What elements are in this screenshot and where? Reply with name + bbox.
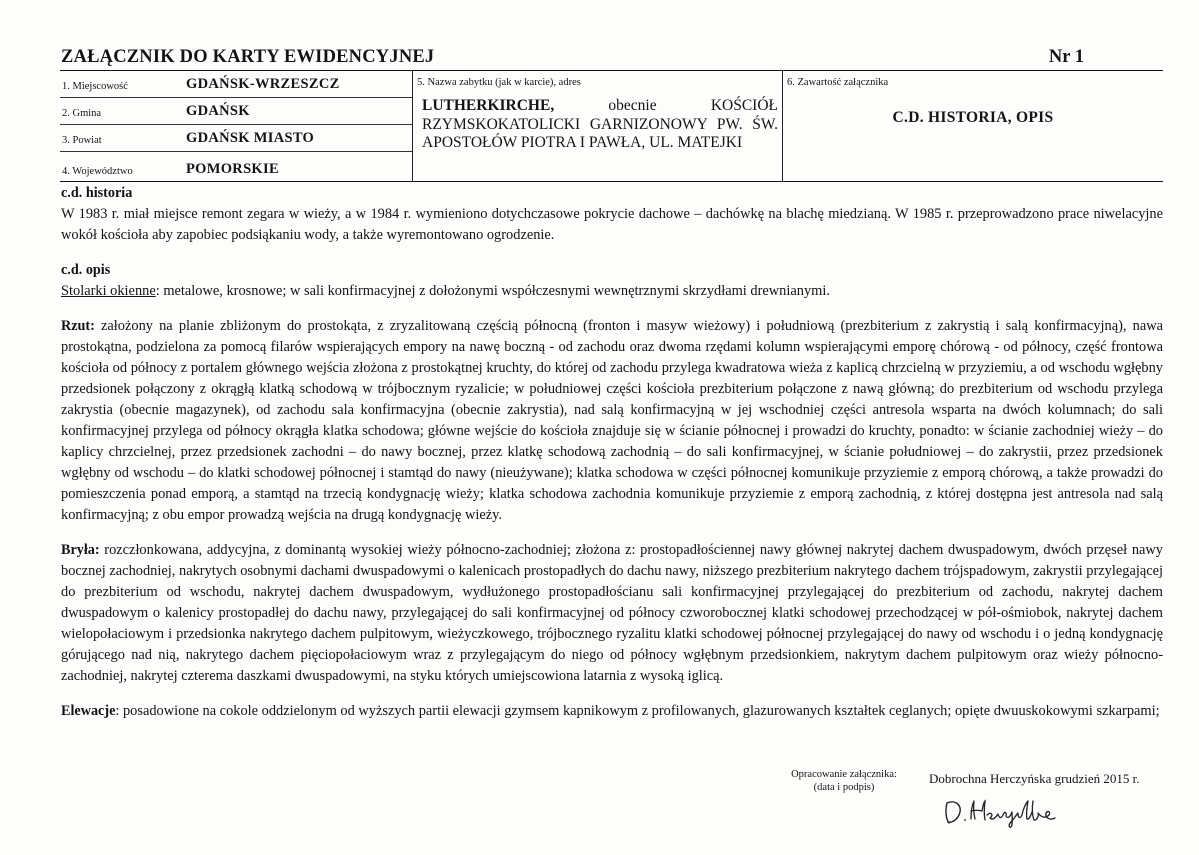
- row-label: 2. Gmina: [62, 108, 102, 119]
- prepared-by-label-line1: Opracowanie załącznika:: [791, 769, 897, 780]
- handwritten-signature: [941, 793, 1061, 829]
- row-label: 1. Miejscowość: [62, 81, 128, 92]
- row-label: 3. Powiat: [62, 135, 102, 146]
- bryla-label: Bryła:: [61, 542, 100, 558]
- monument-name-column: [412, 71, 783, 181]
- row-value: POMORSKIE: [186, 161, 279, 177]
- row-label: 4. Województwo: [62, 166, 133, 177]
- elewacje-text: : posadowione na cokole oddzielonym od wyższych partii elewacji gzymsem kapnikowym z profilowanych, glazurowanych kształtek ceglanych; opięte dwuuskokowymi szkarpami;: [115, 703, 1160, 719]
- stolarki-paragraph: [61, 281, 1163, 302]
- rzut-label: Rzut:: [61, 318, 95, 334]
- attachment-content-column: [783, 71, 1163, 181]
- rzut-paragraph: [61, 316, 1163, 526]
- row-value: GDAŃSK: [186, 103, 250, 119]
- stolarki-label: Stolarki okienne: [61, 283, 156, 299]
- monument-name-rest: obecnie KOŚCIÓŁ RZYMSKOKATOLICKI GARNIZONOWY PW. ŚW. APOSTOŁÓW PIOTRA I PAWŁA, UL. MATEJKI: [422, 97, 778, 151]
- historia-heading: c.d. historia: [61, 185, 133, 201]
- attachment-content-value: C.D. HISTORIA, OPIS: [892, 109, 1054, 126]
- elewacje-label: Elewacje: [61, 703, 116, 719]
- opis-heading: c.d. opis: [61, 262, 111, 278]
- row-gmina: [60, 98, 412, 125]
- prepared-by-label-line2: (data i podpis): [813, 782, 875, 793]
- bryla-text: rozczłonkowana, addycyjna, z dominantą wysokiej wieży północno-zachodniej; złożona z: prostopadłościennej nawy głównej nakrytej dachem dwuspadowym, dwóch przęseł nawy bocznej zachodniej, nakrytych osobnymi dachami dwuspadowymi o kalenicach prostopadłych do dachu nawy, niższego prezbiterium nakrytego dachem trójspadowym, zakrystii przylegającej do prezbiterium od wschodu, nakrytej dachem dwuspadowym, wydłużonego prostopadłościanu sali konfirmacyjnej przylegającej do prezbiterium od zachodu, nakrytej dachem dwuspadowym o kalenicy prostopadłej do dachu nawy, przylegającej do sali konfirmacyjnej od północy czworobocznej klatki schodowej przechodzącej w pół-ośmiobok, nakrytej dachem wielopołaciowym i przedsionka nakrytego dachem pulpitowym, wieżyczkowego, trójbocznego ryzalitu klatki schodowej północnej przylegającej do nawy od wschodu i o jedną kondygnację górującego nad nią, nakrytego dachem pięciopołaciowym wraz z przylegającym do niego od północy wgłębnym przedsionkiem, nakrytym dachem pulpitowym oraz wieży północno-zachodniej, nakrytej czterema daszkami dwuspadowymi, na styku których umiejscowiona latarnia z wysoką iglicą.: [61, 542, 1163, 684]
- elewacje-paragraph: [61, 701, 1163, 722]
- monument-name: [422, 97, 778, 153]
- row-value: GDAŃSK-WRZESZCZ: [186, 76, 340, 92]
- bryla-paragraph: [61, 540, 1163, 687]
- document-title: ZAŁĄCZNIK DO KARTY EWIDENCYJNEJ: [61, 47, 435, 67]
- rzut-text: założony na planie zbliżonym do prostokąta, z zryzalitowaną częścią północną (fronton i masyw wieżowy) i południową (prezbiterium z zakrystią i salą konfirmacyjną), nawa prostokątna, podzielona za pomocą filarów wspierających empory na nawę boczną - od zachodu oraz dwoma rzędami kolumn wspierającymi emporę chórową - od północy, część frontowa kościoła od północy z portalem głównego wejścia złożona z prostokątnej kruchty, do której od zachodu przylega kwadratowa wieża z kaplicą chrzcielną w przyziemiu, a od wschodu wgłębny przedsionek połączony z okrągłą klatką schodową w trójbocznym ryzalicie; w południowej części kościoła prezbiterium połączone z nawą główną; do prezbiterium od wschodu przylega zakrystia (obecnie magazynek), od zachodu sala konfirmacyjna (obecnie zakrystia), nad salą konfirmacyjną w jej wschodniej części antresola wsparta na dwóch kolumnach; do sali konfirmacyjnej przylega od północy okrągła klatka schodowa; główne wejście do kościoła znajduje się w ścianie północnej i prowadzi do kruchty, ponadto: w ścianie zachodniej wieży – do kaplicy chrzcielnej, przez przedsionek zachodni – do nawy bocznej, przez klatkę schodową zachodnią – do sali konfirmacyjnej, w ścianie południowej – do zakrystii, przez przedsionek wgłębny od wschodu – do klatki schodowej północnej i stamtąd do nawy (nieużywane); klatka schodowa w części północnej komunikuje przyziemie z emporą chórową, a także prowadzi do pomieszczenia ponad emporą, a stamtąd na trzecią kondygnację wieży; klatka schodowa zachodnia komunikuje przyziemie z emporą zachodnią, z której dostępna jest antresola nad salą konfirmacyjną; z obu empor prowadzą wejścia na drugą kondygnację wieży.: [61, 318, 1163, 523]
- stolarki-text: : metalowe, krosnowe; w sali konfirmacyjnej z dołożonymi współczesnymi wewnętrznymi skrzydłami drewnianymi.: [155, 283, 830, 299]
- row-powiat: [60, 125, 412, 152]
- attachment-number: Nr 1: [1048, 47, 1084, 67]
- info-table: [60, 70, 1163, 182]
- row-value: GDAŃSK MIASTO: [186, 130, 315, 146]
- location-column: [60, 71, 412, 181]
- monument-name-bold: LUTHERKIRCHE,: [422, 97, 555, 114]
- monument-name-label: 5. Nazwa zabytku (jak w karcie), adres: [417, 77, 581, 88]
- prepared-by-label: [782, 768, 906, 794]
- document-body: [61, 183, 1163, 722]
- attachment-content-label: 6. Zawartość załącznika: [787, 77, 889, 88]
- row-wojewodztwo: [60, 152, 412, 182]
- row-miejscowosc: [60, 71, 412, 98]
- historia-paragraph: W 1983 r. miał miejsce remont zegara w wieży, a w 1984 r. wymieniono dotychczasowe pokrycie dachowe – dachówkę na blachę miedzianą. W 1985 r. przeprowadzono prace niwelacyjne wokół kościoła aby zapobiec podsiąkaniu wody, a także wyremontowano ogrodzenie.: [61, 206, 1163, 243]
- prepared-by-value: Dobrochna Herczyńska grudzień 2015 r.: [929, 771, 1140, 786]
